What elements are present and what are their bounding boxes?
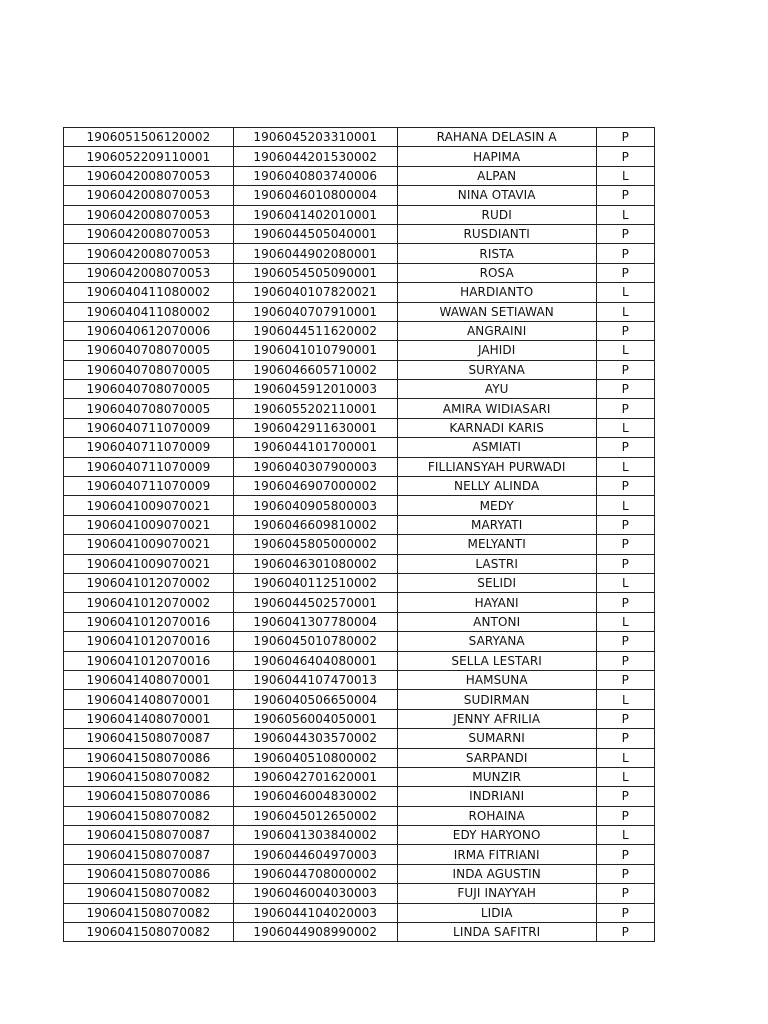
name-cell: WAWAN SETIAWAN	[397, 302, 596, 321]
family-card-number-cell: 1906041408070001	[64, 690, 234, 709]
name-cell: SURYANA	[397, 360, 596, 379]
gender-cell: P	[596, 128, 654, 147]
id-number-cell: 1906044908990002	[233, 923, 397, 942]
id-number-cell: 1906046004830002	[233, 787, 397, 806]
table-row	[64, 573, 655, 592]
gender-cell: L	[596, 283, 654, 302]
name-cell: HARDIANTO	[397, 283, 596, 302]
family-card-number-cell: 1906041508070086	[64, 787, 234, 806]
id-number-cell: 1906045805000002	[233, 535, 397, 554]
id-number-cell: 1906040506650004	[233, 690, 397, 709]
gender-cell: P	[596, 632, 654, 651]
family-card-number-cell: 1906041508070087	[64, 729, 234, 748]
name-cell: KARNADI KARIS	[397, 418, 596, 437]
family-card-number-cell: 1906041408070001	[64, 709, 234, 728]
gender-cell: L	[596, 457, 654, 476]
gender-cell: P	[596, 244, 654, 263]
table-row	[64, 341, 655, 360]
name-cell: RAHANA DELASIN A	[397, 128, 596, 147]
gender-cell: L	[596, 166, 654, 185]
family-card-number-cell: 1906041508070082	[64, 767, 234, 786]
table-row	[64, 205, 655, 224]
table-row	[64, 787, 655, 806]
gender-cell: L	[596, 748, 654, 767]
family-card-number-cell: 1906040711070009	[64, 438, 234, 457]
id-number-cell: 1906041303840002	[233, 826, 397, 845]
gender-cell: P	[596, 515, 654, 534]
gender-cell: P	[596, 903, 654, 922]
gender-cell: P	[596, 670, 654, 689]
name-cell: ANGRAINI	[397, 321, 596, 340]
id-number-cell: 1906046609810002	[233, 515, 397, 534]
name-cell: RUDI	[397, 205, 596, 224]
id-number-cell: 1906046404080001	[233, 651, 397, 670]
name-cell: SUMARNI	[397, 729, 596, 748]
table-row	[64, 884, 655, 903]
family-card-number-cell: 1906042008070053	[64, 166, 234, 185]
family-card-number-cell: 1906040708070005	[64, 341, 234, 360]
name-cell: MELYANTI	[397, 535, 596, 554]
table-row	[64, 903, 655, 922]
family-card-number-cell: 1906040411080002	[64, 283, 234, 302]
name-cell: AMIRA WIDIASARI	[397, 399, 596, 418]
table-row	[64, 593, 655, 612]
family-card-number-cell: 1906042008070053	[64, 244, 234, 263]
family-card-number-cell: 1906040711070009	[64, 477, 234, 496]
name-cell: JAHIDI	[397, 341, 596, 360]
name-cell: IRMA FITRIANI	[397, 845, 596, 864]
family-card-number-cell: 1906052209110001	[64, 147, 234, 166]
id-number-cell: 1906042911630001	[233, 418, 397, 437]
gender-cell: P	[596, 321, 654, 340]
table-row	[64, 244, 655, 263]
table-row	[64, 380, 655, 399]
id-number-cell: 1906045010780002	[233, 632, 397, 651]
gender-cell: L	[596, 767, 654, 786]
table-row	[64, 186, 655, 205]
family-card-number-cell: 1906041009070021	[64, 554, 234, 573]
table-row	[64, 418, 655, 437]
id-number-cell: 1906044201530002	[233, 147, 397, 166]
name-cell: ASMIATI	[397, 438, 596, 457]
table-row	[64, 767, 655, 786]
family-card-number-cell: 1906041508070086	[64, 748, 234, 767]
name-cell: INDA AGUSTIN	[397, 864, 596, 883]
table-row	[64, 496, 655, 515]
table-body	[64, 128, 655, 942]
name-cell: SARPANDI	[397, 748, 596, 767]
family-card-number-cell: 1906041508070082	[64, 884, 234, 903]
gender-cell: L	[596, 496, 654, 515]
id-number-cell: 1906044511620002	[233, 321, 397, 340]
id-number-cell: 1906046907000002	[233, 477, 397, 496]
gender-cell: P	[596, 399, 654, 418]
id-number-cell: 1906040307900003	[233, 457, 397, 476]
name-cell: SELLA LESTARI	[397, 651, 596, 670]
family-card-number-cell: 1906040711070009	[64, 457, 234, 476]
id-number-cell: 1906044604970003	[233, 845, 397, 864]
gender-cell: P	[596, 806, 654, 825]
name-cell: ANTONI	[397, 612, 596, 631]
gender-cell: L	[596, 418, 654, 437]
gender-cell: P	[596, 923, 654, 942]
name-cell: EDY HARYONO	[397, 826, 596, 845]
gender-cell: L	[596, 690, 654, 709]
table-row	[64, 748, 655, 767]
gender-cell: P	[596, 884, 654, 903]
family-card-number-cell: 1906042008070053	[64, 186, 234, 205]
gender-cell: L	[596, 205, 654, 224]
id-number-cell: 1906041010790001	[233, 341, 397, 360]
name-cell: MARYATI	[397, 515, 596, 534]
gender-cell: L	[596, 612, 654, 631]
family-card-number-cell: 1906041012070016	[64, 612, 234, 631]
table-row	[64, 438, 655, 457]
table-row	[64, 399, 655, 418]
table-row	[64, 224, 655, 243]
id-number-cell: 1906046301080002	[233, 554, 397, 573]
name-cell: NELLY ALINDA	[397, 477, 596, 496]
family-card-number-cell: 1906041009070021	[64, 515, 234, 534]
id-number-cell: 1906046010800004	[233, 186, 397, 205]
name-cell: FILLIANSYAH PURWADI	[397, 457, 596, 476]
table-row	[64, 806, 655, 825]
name-cell: HAPIMA	[397, 147, 596, 166]
id-number-cell: 1906044502570001	[233, 593, 397, 612]
id-number-cell: 1906044505040001	[233, 224, 397, 243]
id-number-cell: 1906044107470013	[233, 670, 397, 689]
table-row	[64, 321, 655, 340]
gender-cell: L	[596, 341, 654, 360]
id-number-cell: 1906054505090001	[233, 263, 397, 282]
id-number-cell: 1906040107820021	[233, 283, 397, 302]
table-row	[64, 477, 655, 496]
table-row	[64, 709, 655, 728]
gender-cell: P	[596, 186, 654, 205]
family-card-number-cell: 1906041012070002	[64, 593, 234, 612]
id-number-cell: 1906041307780004	[233, 612, 397, 631]
id-number-cell: 1906045012650002	[233, 806, 397, 825]
name-cell: SUDIRMAN	[397, 690, 596, 709]
name-cell: LASTRI	[397, 554, 596, 573]
table-row	[64, 302, 655, 321]
id-number-cell: 1906040112510002	[233, 573, 397, 592]
id-number-cell: 1906044104020003	[233, 903, 397, 922]
family-card-number-cell: 1906041508070087	[64, 826, 234, 845]
name-cell: RISTA	[397, 244, 596, 263]
name-cell: HAMSUNA	[397, 670, 596, 689]
gender-cell: P	[596, 845, 654, 864]
family-card-number-cell: 1906040708070005	[64, 380, 234, 399]
id-number-cell: 1906044902080001	[233, 244, 397, 263]
id-number-cell: 1906045912010003	[233, 380, 397, 399]
gender-cell: P	[596, 224, 654, 243]
id-number-cell: 1906046605710002	[233, 360, 397, 379]
gender-cell: P	[596, 787, 654, 806]
gender-cell: L	[596, 302, 654, 321]
name-cell: ALPAN	[397, 166, 596, 185]
gender-cell: L	[596, 573, 654, 592]
family-card-number-cell: 1906051506120002	[64, 128, 234, 147]
family-card-number-cell: 1906041508070087	[64, 845, 234, 864]
family-card-number-cell: 1906041508070086	[64, 864, 234, 883]
name-cell: AYU	[397, 380, 596, 399]
gender-cell: P	[596, 651, 654, 670]
gender-cell: P	[596, 477, 654, 496]
name-cell: JENNY AFRILIA	[397, 709, 596, 728]
family-card-number-cell: 1906041012070016	[64, 632, 234, 651]
family-card-number-cell: 1906042008070053	[64, 224, 234, 243]
table-row	[64, 612, 655, 631]
family-card-number-cell: 1906041408070001	[64, 670, 234, 689]
id-number-cell: 1906044708000002	[233, 864, 397, 883]
table-row	[64, 632, 655, 651]
family-card-number-cell: 1906042008070053	[64, 263, 234, 282]
name-cell: HAYANI	[397, 593, 596, 612]
gender-cell: P	[596, 438, 654, 457]
id-number-cell: 1906040707910001	[233, 302, 397, 321]
table-row	[64, 457, 655, 476]
id-number-cell: 1906044303570002	[233, 729, 397, 748]
family-card-number-cell: 1906041009070021	[64, 535, 234, 554]
table-row	[64, 283, 655, 302]
id-number-cell: 1906040905800003	[233, 496, 397, 515]
gender-cell: P	[596, 380, 654, 399]
family-card-number-cell: 1906041012070002	[64, 573, 234, 592]
name-cell: ROSA	[397, 263, 596, 282]
name-cell: LINDA SAFITRI	[397, 923, 596, 942]
family-card-number-cell: 1906041508070082	[64, 806, 234, 825]
id-number-cell: 1906042701620001	[233, 767, 397, 786]
family-card-number-cell: 1906040708070005	[64, 360, 234, 379]
id-number-cell: 1906044101700001	[233, 438, 397, 457]
table-row	[64, 729, 655, 748]
family-card-number-cell: 1906041508070082	[64, 923, 234, 942]
table-row	[64, 147, 655, 166]
gender-cell: L	[596, 826, 654, 845]
id-number-cell: 1906046004030003	[233, 884, 397, 903]
family-card-number-cell: 1906040711070009	[64, 418, 234, 437]
name-cell: ROHAINA	[397, 806, 596, 825]
gender-cell: P	[596, 263, 654, 282]
id-number-cell: 1906056004050001	[233, 709, 397, 728]
gender-cell: P	[596, 864, 654, 883]
name-cell: RUSDIANTI	[397, 224, 596, 243]
name-cell: MUNZIR	[397, 767, 596, 786]
table-row	[64, 535, 655, 554]
name-cell: FUJI INAYYAH	[397, 884, 596, 903]
gender-cell: P	[596, 709, 654, 728]
table-row	[64, 670, 655, 689]
gender-cell: P	[596, 360, 654, 379]
name-cell: SELIDI	[397, 573, 596, 592]
table-row	[64, 690, 655, 709]
name-cell: MEDY	[397, 496, 596, 515]
name-cell: INDRIANI	[397, 787, 596, 806]
data-table	[63, 127, 655, 942]
gender-cell: P	[596, 147, 654, 166]
name-cell: NINA OTAVIA	[397, 186, 596, 205]
table-row	[64, 128, 655, 147]
family-card-number-cell: 1906040411080002	[64, 302, 234, 321]
family-card-number-cell: 1906041009070021	[64, 496, 234, 515]
table-row	[64, 826, 655, 845]
gender-cell: P	[596, 535, 654, 554]
id-number-cell: 1906045203310001	[233, 128, 397, 147]
table-row	[64, 360, 655, 379]
gender-cell: P	[596, 593, 654, 612]
family-card-number-cell: 1906041508070082	[64, 903, 234, 922]
table-row	[64, 845, 655, 864]
table-row	[64, 651, 655, 670]
name-cell: SARYANA	[397, 632, 596, 651]
gender-cell: P	[596, 729, 654, 748]
id-number-cell: 1906040510800002	[233, 748, 397, 767]
table-row	[64, 263, 655, 282]
family-card-number-cell: 1906042008070053	[64, 205, 234, 224]
table-row	[64, 923, 655, 942]
id-number-cell: 1906040803740006	[233, 166, 397, 185]
family-card-number-cell: 1906040612070006	[64, 321, 234, 340]
gender-cell: P	[596, 554, 654, 573]
name-cell: LIDIA	[397, 903, 596, 922]
id-number-cell: 1906041402010001	[233, 205, 397, 224]
table-row	[64, 515, 655, 534]
table-row	[64, 554, 655, 573]
id-number-cell: 1906055202110001	[233, 399, 397, 418]
family-card-number-cell: 1906041012070016	[64, 651, 234, 670]
table-row	[64, 864, 655, 883]
table-row	[64, 166, 655, 185]
family-card-number-cell: 1906040708070005	[64, 399, 234, 418]
